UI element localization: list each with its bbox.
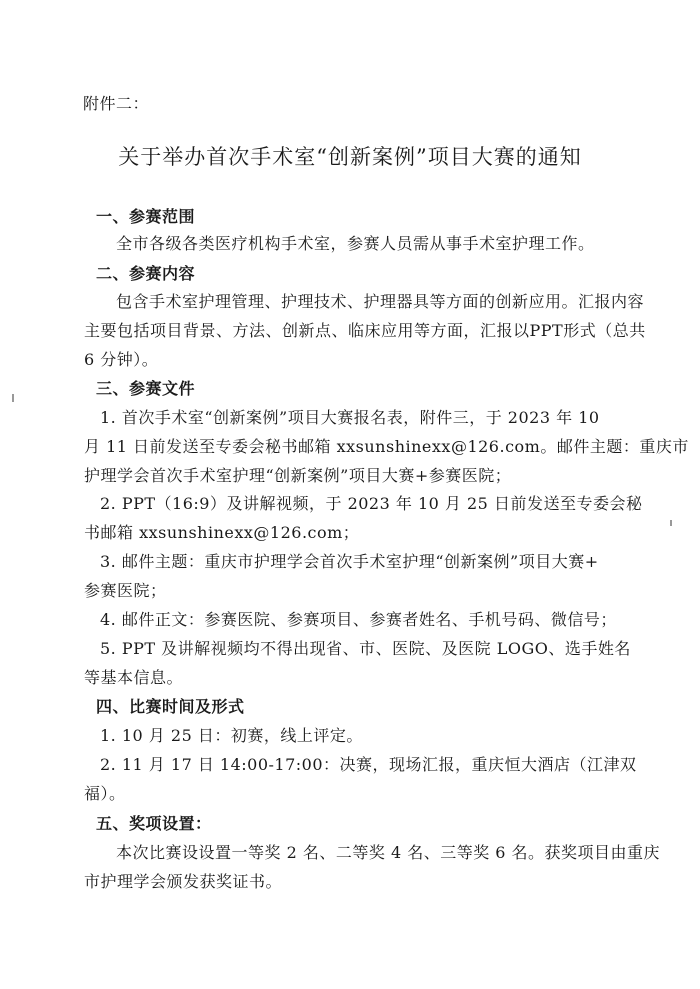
paragraph-line: 包含手术室护理管理、护理技术、护理器具等方面的创新应用。汇报内容 xyxy=(116,292,645,311)
paragraph-line: 4. 邮件正文：参赛医院、参赛项目、参赛者姓名、手机号码、微信号； xyxy=(100,610,617,629)
section-heading-5: 五、奖项设置： xyxy=(96,814,212,833)
paragraph-line: 1. 10 月 25 日：初赛，线上评定。 xyxy=(100,726,363,745)
paragraph-line: 2. 11 月 17 日 14:00-17:00：决赛，现场汇报，重庆恒大酒店（江津双 xyxy=(100,755,637,774)
paragraph-line: 参赛医院； xyxy=(84,581,167,600)
scan-speck xyxy=(670,520,672,526)
paragraph-line: 1. 首次手术室“创新案例”项目大赛报名表，附件三，于 2023 年 10 xyxy=(100,408,600,427)
attachment-label: 附件二： xyxy=(83,94,150,113)
section-heading-3: 三、参赛文件 xyxy=(96,379,196,398)
paragraph-line: 2. PPT（16:9）及讲解视频，于 2023 年 10 月 25 日前发送至专委会秘 xyxy=(100,494,643,513)
paragraph-line: 3. 邮件主题：重庆市护理学会首次手术室护理“创新案例”项目大赛+ xyxy=(100,552,599,571)
paragraph-line: 护理学会首次手术室护理“创新案例”项目大赛+参赛医院； xyxy=(84,466,512,485)
paragraph-line: 6 分钟）。 xyxy=(84,350,159,369)
paragraph-line: 等基本信息。 xyxy=(84,668,184,687)
section-heading-1: 一、参赛范围 xyxy=(96,207,196,226)
paragraph-line: 主要包括项目背景、方法、创新点、临床应用等方面，汇报以PPT形式（总共 xyxy=(84,321,646,340)
paragraph-line: 5. PPT 及讲解视频均不得出现省、市、医院、及医院 LOGO、选手姓名 xyxy=(100,639,631,658)
document-title: 关于举办首次手术室“创新案例”项目大赛的通知 xyxy=(118,145,582,169)
section-heading-4: 四、比赛时间及形式 xyxy=(96,697,245,716)
paragraph-line: 市护理学会颁发获奖证书。 xyxy=(84,872,283,891)
scan-speck xyxy=(12,394,14,402)
paragraph-line: 福）。 xyxy=(84,784,126,803)
paragraph-line: 本次比赛设设置一等奖 2 名、二等奖 4 名、三等奖 6 名。获奖项目由重庆 xyxy=(116,843,661,862)
paragraph-line: 月 11 日前发送至专委会秘书邮箱 xxsunshinexx@126.com。邮件主题：重庆市 xyxy=(84,437,689,456)
paragraph-line: 全市各级各类医疗机构手术室，参赛人员需从事手术室护理工作。 xyxy=(116,234,595,253)
paragraph-line: 书邮箱 xxsunshinexx@126.com； xyxy=(84,523,360,542)
section-heading-2: 二、参赛内容 xyxy=(96,264,196,283)
